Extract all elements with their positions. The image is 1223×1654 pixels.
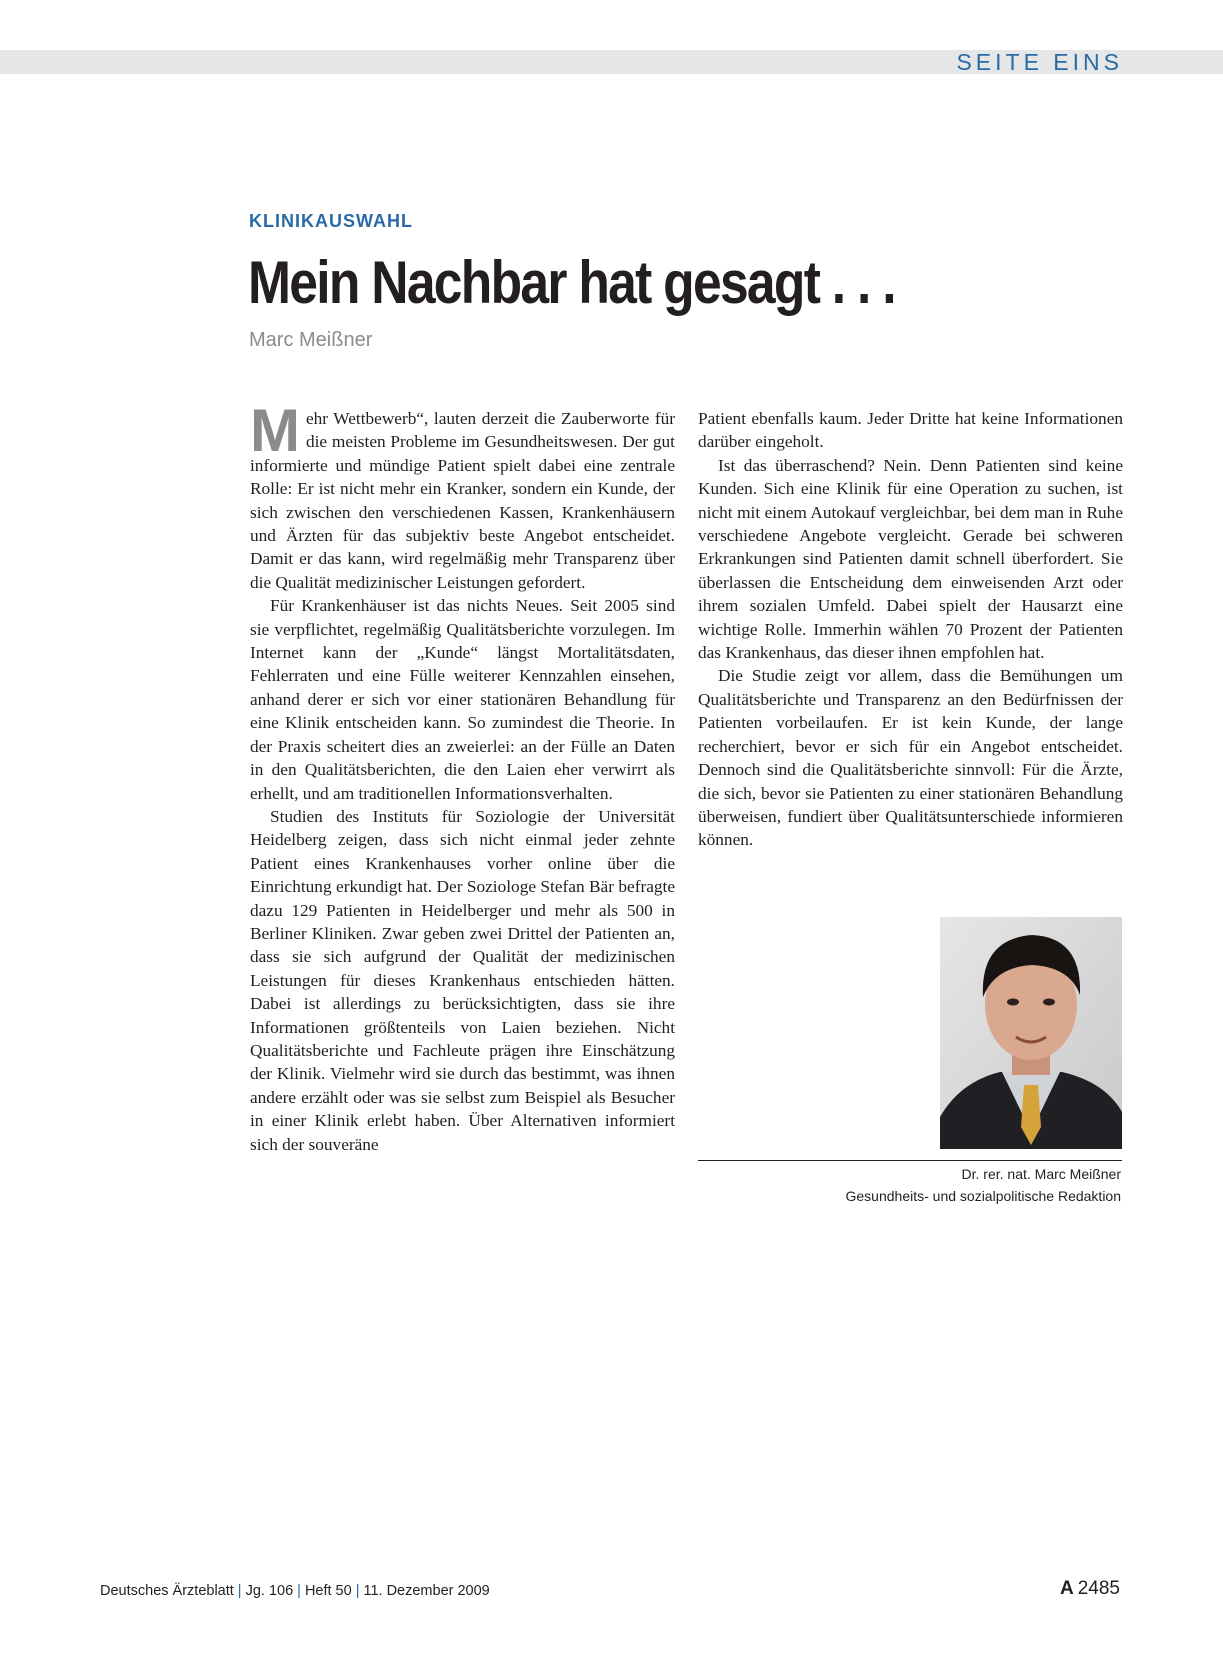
article-author: Marc Meißner bbox=[249, 329, 373, 351]
paragraph: Patient ebenfalls kaum. Jeder Dritte hat keine Informationen darüber eingeholt. bbox=[698, 409, 1123, 452]
drop-cap: M bbox=[250, 397, 300, 464]
footer-issue: Heft 50 bbox=[304, 1583, 352, 1599]
caption-rule bbox=[698, 1160, 1122, 1161]
paragraph: Für Krankenhäuser ist das nichts Neues. Seit 2005 sind sie verpflichtet, regelmäßig Qualitätsberichte vorzulegen. Im Internet kann der „Kunde“ längst Mortalitätsdaten, Fehlerraten und eine Fülle weiterer Kennzahlen einsehen, anhand derer er sich vor einer stationären Behandlung für eine Klinik entscheiden kann. So zumindest die Theorie. In der Praxis scheitert dies an zweierlei: an der Fülle an Daten in den Qualitätsberichten, die den Laien eher verwirrt als erhellt, und am traditionellen Informationsverhalten. bbox=[250, 596, 675, 803]
paragraph bbox=[250, 397, 675, 594]
right-column bbox=[698, 407, 1123, 852]
footer-separator: | bbox=[355, 1583, 360, 1599]
section-label: SEITE EINS bbox=[956, 49, 1123, 75]
footer-volume: Jg. 106 bbox=[245, 1583, 294, 1599]
photo-caption bbox=[846, 1163, 1122, 1207]
page-prefix: A bbox=[1059, 1578, 1074, 1599]
paragraph-text: ehr Wettbewerb“, lauten derzeit die Zauberworte für die meisten Probleme im Gesundheitswesen. Der gut informierte und mündige Patient spielt dabei eine zentrale Rolle: Er ist nicht mehr ein Kranker, sondern ein Kunde, der sich zwischen den verschiedenen Kassen, Krankenhäusern und Ärzten für das subjektiv beste Angebot entscheidet. Damit er das kann, wird regelmäßig mehr Transparenz über die Qualität medizinischer Leistungen gefordert. bbox=[250, 409, 675, 592]
left-column bbox=[250, 397, 675, 1156]
article-kicker: KLINIKAUSWAHL bbox=[249, 211, 413, 231]
article-title: Mein Nachbar hat gesagt . . . bbox=[248, 249, 895, 316]
caption-role: Gesundheits- und sozialpolitische Redaktion bbox=[845, 1188, 1121, 1204]
paragraph: Studien des Instituts für Soziologie der Universität Heidelberg zeigen, dass sich nicht einmal jeder zehnte Patient eines Krankenhauses vorher online über die Einrichtung erkundigt hat. Der Soziologe Stefan Bär befragte dazu 129 Patienten in Heidelberger und mehr als 500 in Berliner Kliniken. Zwar geben zwei Drittel der Patienten an, dass sie sich aufgrund der Qualität der medizinischen Leistungen für dieses Krankenhaus entschieden hätten. Dabei ist allerdings zu berücksichtigten, dass sie ihre Informationen größtenteils von Laien beziehen. Nicht Qualitätsberichte und Fachleute prägen ihre Einschätzung der Klinik. Vielmehr wird sie durch das bestimmt, was ihnen andere erzählt oder was sie selbst zum Beispiel als Besucher in einer Klinik erlebt haben. Über Alternativen informiert sich der souveräne bbox=[250, 806, 675, 1154]
footer-journal: Deutsches Ärzteblatt bbox=[100, 1583, 234, 1599]
paragraph: Die Studie zeigt vor allem, dass die Bemühungen um Qualitätsberichte und Transparenz an den Bedürfnissen der Patienten vorbeilaufen. Er ist kein Kunde, der lange recherchiert, bevor er sich für ein Angebot entscheidet. Dennoch sind die Qualitätsberichte sinnvoll: Für die Ärzte, die sich, bevor sie Patienten zu einer stationären Behandlung überweisen, fundiert über Qualitätsunterschiede informieren können. bbox=[698, 666, 1123, 850]
footer-citation bbox=[100, 1583, 490, 1599]
page-number bbox=[1060, 1578, 1120, 1600]
footer-separator: | bbox=[297, 1583, 301, 1599]
page-number-value: 2485 bbox=[1077, 1578, 1120, 1599]
caption-name: Dr. rer. nat. Marc Meißner bbox=[961, 1166, 1121, 1182]
footer-date: 11. Dezember 2009 bbox=[363, 1583, 490, 1599]
footer-separator: | bbox=[237, 1583, 242, 1599]
author-photo bbox=[940, 917, 1122, 1149]
paragraph: Ist das überraschend? Nein. Denn Patienten sind keine Kunden. Sich eine Klinik für eine Operation zu suchen, ist nicht mit einem Autokauf vergleichbar, bei dem man in Ruhe verschiedene Angebote vergleicht. Gerade bei schweren Erkrankungen sind Patienten damit schnell überfordert. Sie überlassen die Entscheidung dem einweisenden Arzt oder ihrem sozialen Umfeld. Dabei spielt der Hausarzt eine wichtige Rolle. Immerhin wählen 70 Prozent der Patienten das Krankenhaus, das dieser ihnen empfohlen hat. bbox=[698, 455, 1123, 663]
